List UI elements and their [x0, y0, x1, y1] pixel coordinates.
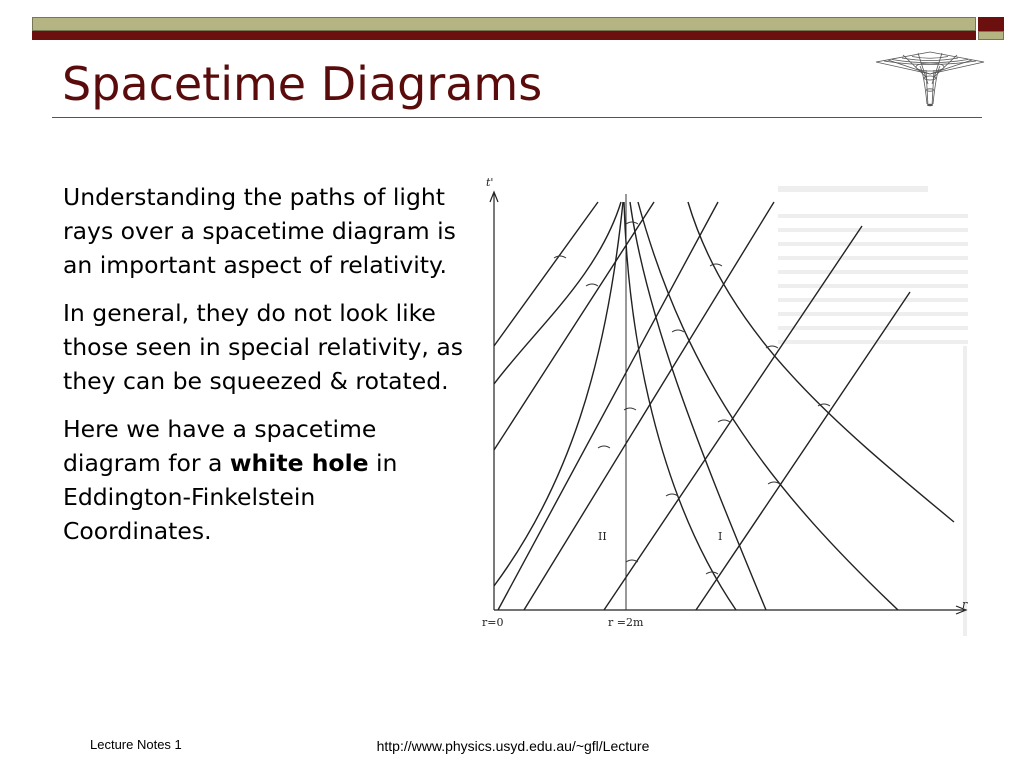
spacetime-funnel-icon	[872, 44, 988, 108]
paragraph-light-rays: Understanding the paths of light rays over a spacetime diagram is an important aspect of relativity.	[63, 183, 456, 279]
header-corner-maroon	[978, 17, 1004, 31]
origin-label: r=0	[482, 616, 504, 629]
r-axis-label: r	[962, 598, 968, 611]
header-corner-olive	[978, 31, 1004, 40]
footer-url[interactable]: http://www.physics.usyd.edu.au/~gfl/Lecture	[376, 738, 650, 754]
region-label-i: I	[718, 530, 723, 543]
region-label-ii: II	[598, 530, 607, 543]
ingoing-light-rays	[494, 202, 910, 610]
title-divider	[52, 117, 982, 118]
white-hole-spacetime-diagram	[478, 166, 974, 636]
white-hole-text-after: in Eddington-Finkelstein Coordinates.	[63, 449, 398, 545]
t-axis-label: t'	[486, 176, 494, 189]
interior-light-rays	[494, 202, 623, 586]
white-hole-term: white hole	[229, 449, 369, 477]
horizon-label: r =2m	[608, 616, 644, 629]
slide-title: Spacetime Diagrams	[62, 57, 543, 111]
outgoing-light-rays	[624, 202, 954, 610]
paragraph-white-hole	[63, 412, 463, 548]
footer-lecture-notes: Lecture Notes 1	[90, 737, 182, 752]
header-bar-olive	[32, 17, 976, 31]
body-text	[63, 180, 463, 562]
scan-texture	[778, 186, 968, 636]
diagram-axes	[490, 192, 966, 614]
light-cones	[554, 222, 830, 574]
white-hole-text-before: Here we have a spacetime diagram for a	[63, 415, 377, 477]
header-bar-maroon	[32, 31, 976, 40]
paragraph-squeezed: In general, they do not look like those seen in special relativity, as they can be squeezed & rotated.	[63, 299, 463, 395]
